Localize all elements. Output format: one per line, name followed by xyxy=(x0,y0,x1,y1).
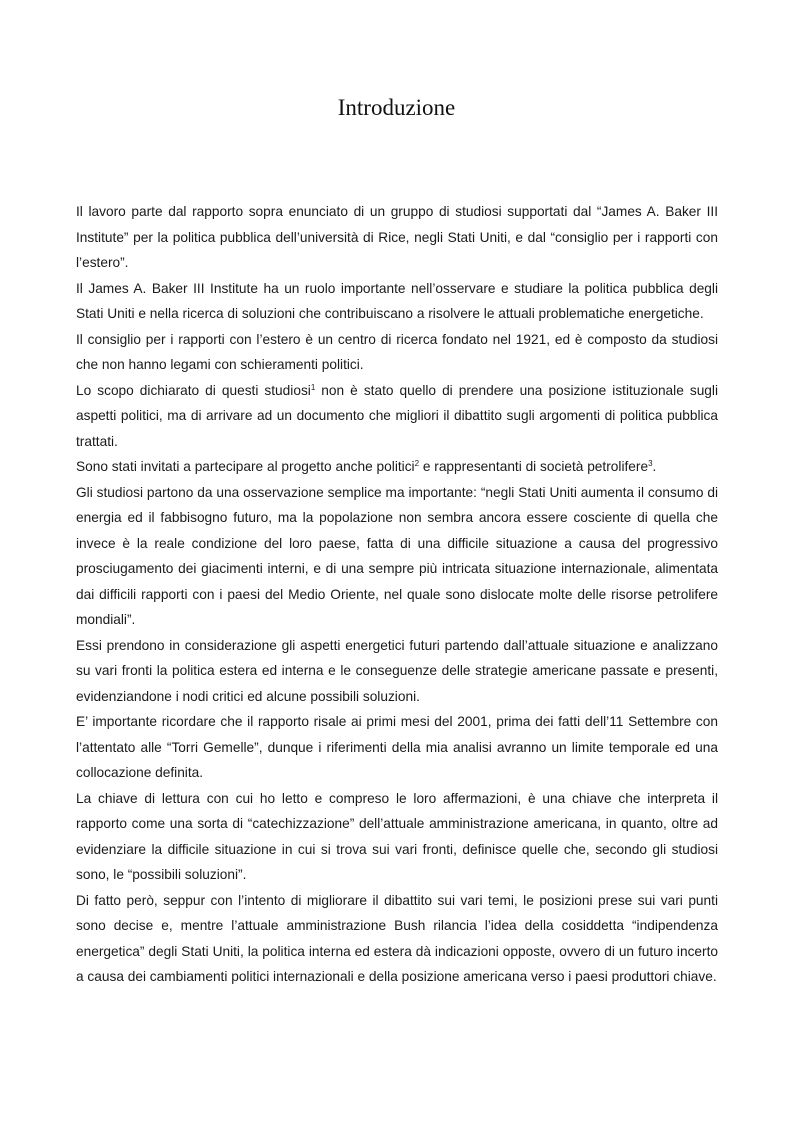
paragraph-text: Sono stati invitati a partecipare al progetto anche politici xyxy=(76,459,415,474)
paragraph-text: Di fatto però, seppur con l’intento di migliorare il dibattito sui vari temi, le posizioni prese sui vari punti sono decise e, mentre l’attuale amministrazione Bush rilancia l’idea della cosiddetta “indipendenza energetica” degli Stati Uniti, la politica interna ed estera dà indicazioni opposte, ovvero di un futuro incerto a causa dei cambiamenti politici internazionali e della posizione americana verso i paesi produttori chiave. xyxy=(76,892,718,984)
paragraph xyxy=(76,709,718,786)
footnote-reference: 2 xyxy=(414,459,420,468)
paragraph-text: Il lavoro parte dal rapporto sopra enunciato di un gruppo di studiosi supportati dal “James A. Baker III Institute” per la politica pubblica dell’università di Rice, negli Stati Uniti, e dal “consiglio per i rapporti con l’estero”. xyxy=(76,204,718,270)
paragraph-text: e rappresentanti di società petrolifere xyxy=(419,459,649,474)
paragraph-text: Essi prendono in considerazione gli aspetti energetici futuri partendo dall’attuale situazione e analizzano su vari fronti la politica estera ed interna e le conseguenze delle strategie americane passate e presenti, evidenziandone i nodi critici ed alcune possibili soluzioni. xyxy=(76,637,718,704)
paragraph xyxy=(76,378,718,455)
paragraph-text: Gli studiosi partono da una osservazione semplice ma importante: “negli Stati Uniti aumenta il consumo di energia ed il fabbisogno futuro, ma la popolazione non sembra ancora essere cosciente di quella che invece è la reale condizione del loro paese, fatta di una difficile situazione a causa del progressivo prosciugamento dei giacimenti interni, e di una sempre più intricata situazione internazionale, alimentata dai difficili rapporti con i paesi del Medio Oriente, nel quale sono dislocate molte delle risorse petrolifere mondiali”. xyxy=(76,484,718,627)
paragraph xyxy=(76,480,718,633)
paragraph xyxy=(76,454,718,480)
paragraph xyxy=(76,276,718,327)
paragraph-text: Il consiglio per i rapporti con l’estero è un centro di ricerca fondato nel 1921, ed è composto da studiosi che non hanno legami con schieramenti politici. xyxy=(76,331,718,372)
paragraph xyxy=(76,633,718,710)
footnote-reference: 3 xyxy=(648,459,653,468)
paragraph-text: Lo scopo dichiarato di questi studiosi xyxy=(76,382,311,398)
paragraph-text: Il James A. Baker III Institute ha un ruolo importante nell’osservare e studiare la politica pubblica degli Stati Uniti e nella ricerca di soluzioni che contribuiscano a risolvere le attuali problematiche energetiche. xyxy=(76,280,718,321)
footnote-reference: 1 xyxy=(310,382,316,392)
paragraph xyxy=(76,327,718,378)
page-title: Introduzione xyxy=(337,95,456,120)
paragraph xyxy=(76,786,718,888)
paragraph-text: non è stato quello di prendere una posizione istituzionale sugli aspetti politici, ma di arrivare ad un documento che migliori il dibattito sugli argomenti di politica pubblica trattati. xyxy=(76,382,718,449)
paragraph xyxy=(76,199,718,276)
paragraph-text: La chiave di lettura con cui ho letto e compreso le loro affermazioni, è una chiave che interpreta il rapporto come una sorta di “catechizzazione” dell’attuale amministrazione americana, in quanto, oltre ad evidenziare la difficile situazione in cui si trova sui vari fronti, definisce quelle che, secondo gli studiosi sono, le “possibili soluzioni”. xyxy=(76,790,718,882)
paragraph xyxy=(76,888,718,990)
paragraph-text: . xyxy=(652,459,657,474)
body-text xyxy=(76,199,718,990)
paragraph-text: E’ importante ricordare che il rapporto risale ai primi mesi del 2001, prima dei fatti dell’11 Settembre con l’attentato alle “Torri Gemelle”, dunque i riferimenti della mia analisi avranno un limite temporale ed una collocazione definita. xyxy=(76,714,718,780)
